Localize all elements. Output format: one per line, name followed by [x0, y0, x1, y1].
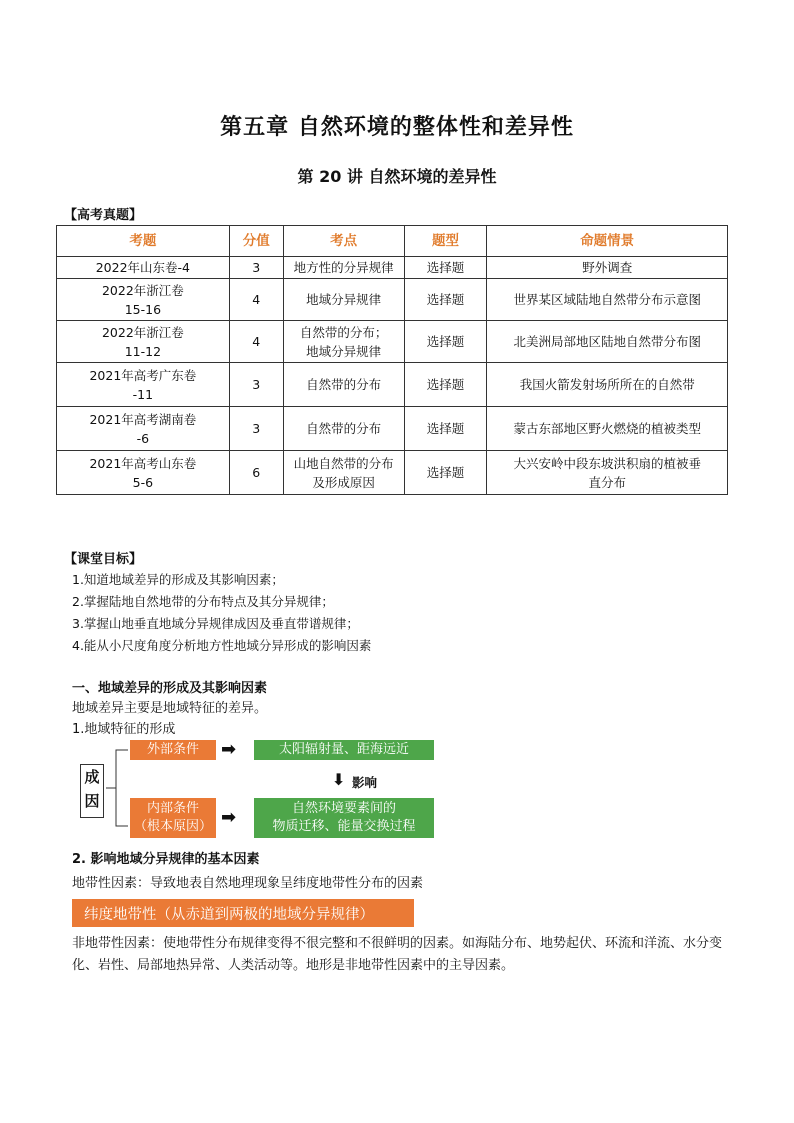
cell-point: 地方性的分异规律	[283, 257, 404, 279]
nonzonal-factor-text: 非地带性因素：使地带性分布规律变得不很完整和不很鲜明的因素。如海陆分布、地势起伏、环流和洋流、水分变化、岩性、局部地热异常、人类活动等。地形是非地带性因素中的主导因素。	[72, 936, 723, 973]
table-row	[57, 451, 728, 495]
goal-item: 3.掌握山地垂直地域分异规律成因及垂直带谱规律；	[72, 616, 359, 631]
cell-type: 选择题	[404, 321, 487, 363]
cell-scene: 北美洲局部地区陆地自然带分布图	[487, 321, 728, 363]
cell-exam: 2021年高考广东卷 -11	[57, 363, 230, 407]
cell-type: 选择题	[404, 407, 487, 451]
cell-point: 自然带的分布	[283, 363, 404, 407]
exam-table	[56, 225, 728, 495]
cell-type: 选择题	[404, 257, 487, 279]
goal-item: 1.知道地域差异的形成及其影响因素；	[72, 572, 284, 587]
arrow-right-icon: ➡	[221, 739, 237, 760]
cell-scene: 大兴安岭中段东坡洪积扇的植被垂 直分布	[487, 451, 728, 495]
cell-point: 自然带的分布	[283, 407, 404, 451]
cell-type: 选择题	[404, 451, 487, 495]
cell-exam: 2022年浙江卷 11-12	[57, 321, 230, 363]
cell-exam: 2021年高考湖南卷 -6	[57, 407, 230, 451]
header-point: 考点	[283, 226, 404, 257]
goals-section-heading: 【课堂目标】	[64, 552, 143, 567]
goal-item: 4.能从小尺度角度分析地方性地域分异形成的影响因素	[72, 638, 372, 653]
cell-scene: 蒙古东部地区野火燃烧的植被类型	[487, 407, 728, 451]
cell-type: 选择题	[404, 363, 487, 407]
arrow-right-icon: ➡	[221, 807, 237, 828]
cell-scene: 野外调查	[487, 257, 728, 279]
header-scene: 命题情景	[487, 226, 728, 257]
cell-score: 6	[229, 451, 283, 495]
part1-intro: 地域差异主要是地域特征的差异。	[72, 701, 268, 716]
table-header-row	[57, 226, 728, 257]
header-score: 分值	[229, 226, 283, 257]
cell-exam: 2022年浙江卷 15-16	[57, 279, 230, 321]
part1-sub1: 1.地域特征的形成	[72, 722, 176, 737]
influence-label: 影响	[352, 775, 378, 790]
cause-root-box: 成 因	[80, 764, 104, 818]
external-result-box: 太阳辐射量、距海远近	[254, 740, 434, 760]
latitudinal-zonality-band: 纬度地带性（从赤道到两极的地域分异规律）	[72, 899, 414, 927]
cell-point: 地域分异规律	[283, 279, 404, 321]
table-row	[57, 363, 728, 407]
cell-exam: 2022年山东卷-4	[57, 257, 230, 279]
chapter-title: 第五章 自然环境的整体性和差异性	[220, 115, 574, 140]
part1-sub2: 2. 影响地域分异规律的基本因素	[72, 852, 260, 867]
arrow-down-icon: ⬇	[332, 770, 346, 789]
header-exam: 考题	[57, 226, 230, 257]
cell-point: 山地自然带的分布 及形成原因	[283, 451, 404, 495]
cell-type: 选择题	[404, 279, 487, 321]
lecture-title: 第 20 讲 自然环境的差异性	[297, 167, 497, 186]
internal-result-box: 自然环境要素间的 物质迁移、能量交换过程	[254, 798, 434, 838]
exam-section-heading: 【高考真题】	[64, 208, 143, 223]
cell-point: 自然带的分布； 地域分异规律	[283, 321, 404, 363]
zonal-factor-text: 地带性因素：导致地表自然地理现象呈纬度地带性分布的因素	[72, 876, 424, 891]
cell-score: 3	[229, 257, 283, 279]
cell-scene: 我国火箭发射场所所在的自然带	[487, 363, 728, 407]
internal-condition-box: 内部条件 （根本原因）	[130, 798, 216, 838]
table-row	[57, 257, 728, 279]
goal-item: 2.掌握陆地自然地带的分布特点及其分异规律；	[72, 594, 334, 609]
cell-exam: 2021年高考山东卷 5-6	[57, 451, 230, 495]
external-condition-box: 外部条件	[130, 740, 216, 760]
table-row	[57, 321, 728, 363]
cell-score: 4	[229, 279, 283, 321]
part1-heading: 一、地域差异的形成及其影响因素	[72, 681, 268, 696]
header-type: 题型	[404, 226, 487, 257]
bracket-connector	[104, 745, 130, 831]
table-row	[57, 407, 728, 451]
cell-scene: 世界某区域陆地自然带分布示意图	[487, 279, 728, 321]
cell-score: 3	[229, 363, 283, 407]
table-row	[57, 279, 728, 321]
cell-score: 3	[229, 407, 283, 451]
cell-score: 4	[229, 321, 283, 363]
